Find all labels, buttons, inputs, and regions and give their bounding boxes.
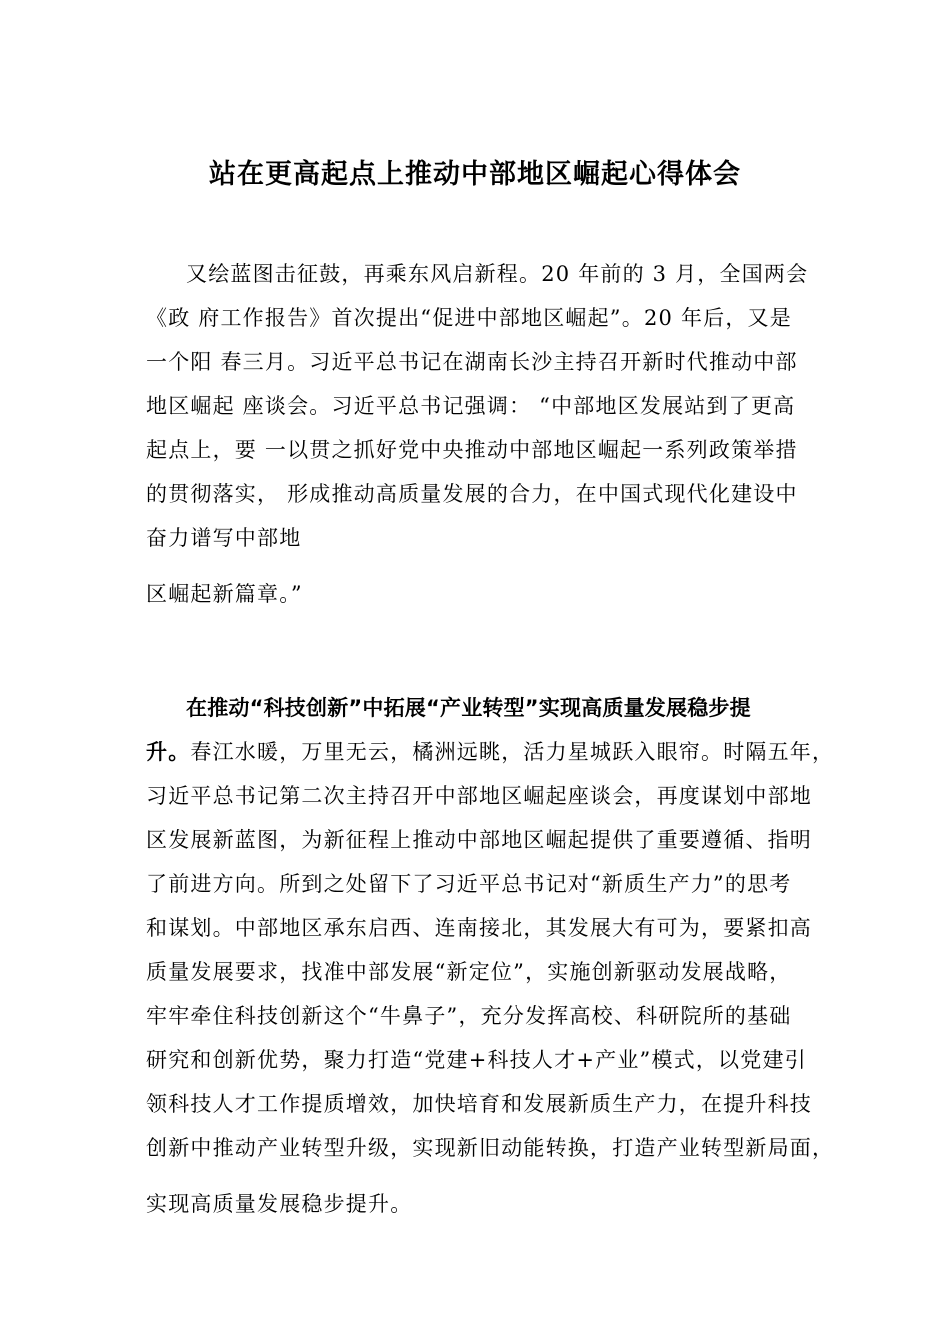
paragraph-line: 和谋划。中部地区承东启西、连南接北，其发展大有可为，要紧扣高 [146, 916, 812, 940]
paragraph-line: 区崛起新篇章。” [146, 582, 303, 606]
paragraph-line: 又绘蓝图击征鼓，再乘东风启新程。20 年前的 3 月，全国两会 [186, 262, 809, 286]
paragraph-line: 《政 府工作报告》首次提出“促进中部地区崛起”。20 年后，又是 [146, 306, 792, 330]
paragraph-line [146, 736, 834, 766]
paragraph-line: 领科技人才工作提质增效，加快培育和发展新质生产力，在提升科技 [146, 1092, 812, 1116]
paragraph-line: 奋力谱写中部地 [146, 526, 302, 550]
paragraph-line: 起点上，要 一以贯之抓好党中央推动中部地区崛起一系列政策举措 [146, 438, 798, 462]
paragraph-line: 研究和创新优势，聚力打造“党建+科技人才+产业”模式，以党建引 [146, 1048, 807, 1072]
paragraph-line: 了前进方向。所到之处留下了习近平总书记对“新质生产力”的思考 [146, 872, 792, 896]
paragraph-line: 一个阳 春三月。习近平总书记在湖南长沙主持召开新时代推动中部 [146, 350, 798, 374]
paragraph-line: 牢牢牵住科技创新这个“牛鼻子”，充分发挥高校、科研院所的基础 [146, 1004, 792, 1028]
section-heading: 在推动“科技创新”中拓展“产业转型”实现高质量发展稳步提 [186, 696, 751, 720]
paragraph-line: 的贯彻落实， 形成推动高质量发展的合力，在中国式现代化建设中 [146, 482, 798, 506]
section-heading-end: 升。 [146, 740, 191, 764]
paragraph-line: 质量发展要求，找准中部发展“新定位”，实施创新驱动发展战略， [146, 960, 792, 984]
paragraph-line-text: 春江水暖，万里无云，橘洲远眺，活力星城跃入眼帘。时隔五年， [190, 740, 835, 764]
paragraph-line: 区发展新蓝图，为新征程上推动中部地区崛起提供了重要遵循、指明 [146, 828, 812, 852]
paragraph-line: 地区崛起 座谈会。习近平总书记强调： “中部地区发展站到了更高 [146, 394, 796, 418]
paragraph-line: 创新中推动产业转型升级，实现新旧动能转换，打造产业转型新局面， [146, 1136, 835, 1160]
paragraph-line: 习近平总书记第二次主持召开中部地区崛起座谈会，再度谋划中部地 [146, 784, 812, 808]
document-title: 站在更高起点上推动中部地区崛起心得体会 [209, 159, 741, 190]
paragraph-line: 实现高质量发展稳步提升。 [146, 1192, 413, 1216]
